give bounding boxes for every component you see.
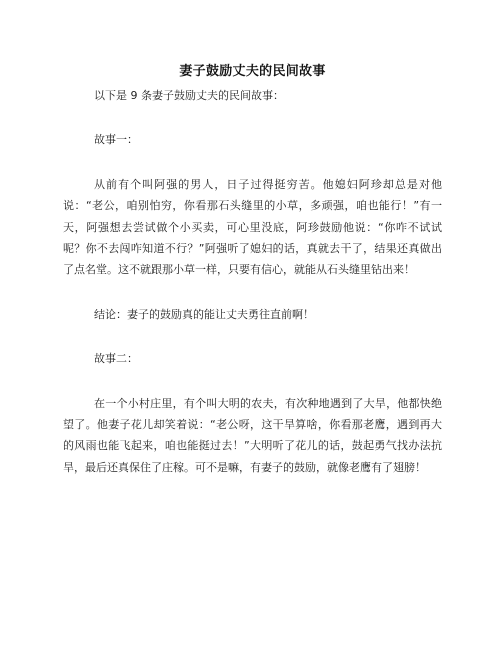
story1-body: 从前有个叫阿强的男人，日子过得挺穷苦。他媳妇阿珍却总是对他说：“老公，咱别怕穷，你看那石头缝里的小草，多顽强，咱也能行！”有一天，阿强想去尝试做个小买卖，可心里没底，阿珍鼓励他说：“你咋不试试呢？你不去闯咋知道不行？”阿强听了媳妇的话，真就去干了，结果还真做出了点名堂。这不就跟那小草一样，只要有信心，就能从石头缝里钻出来！ — [63, 177, 442, 277]
document-title: 妻子鼓励丈夫的民间故事 — [179, 64, 326, 79]
story2-body: 在一个小村庄里，有个叫大明的农夫，有次种地遇到了大旱，他都快绝望了。他妻子花儿却笑着说：“老公呀，这干旱算啥，你看那老鹰，遇到再大的风雨也能飞起来，咱也能挺过去！”大明听了花儿的话，鼓起勇气找办法抗旱，最后还真保住了庄稼。可不是嘛，有妻子的鼓励，就像老鹰有了翅膀！ — [63, 396, 442, 474]
story1-heading: 故事一： — [94, 133, 138, 147]
story2-heading: 故事二： — [94, 352, 138, 366]
story1-conclusion: 结论：妻子的鼓励真的能让丈夫勇往直前啊！ — [94, 307, 314, 321]
intro-paragraph: 以下是 9 条妻子鼓励丈夫的民间故事： — [94, 89, 284, 102]
